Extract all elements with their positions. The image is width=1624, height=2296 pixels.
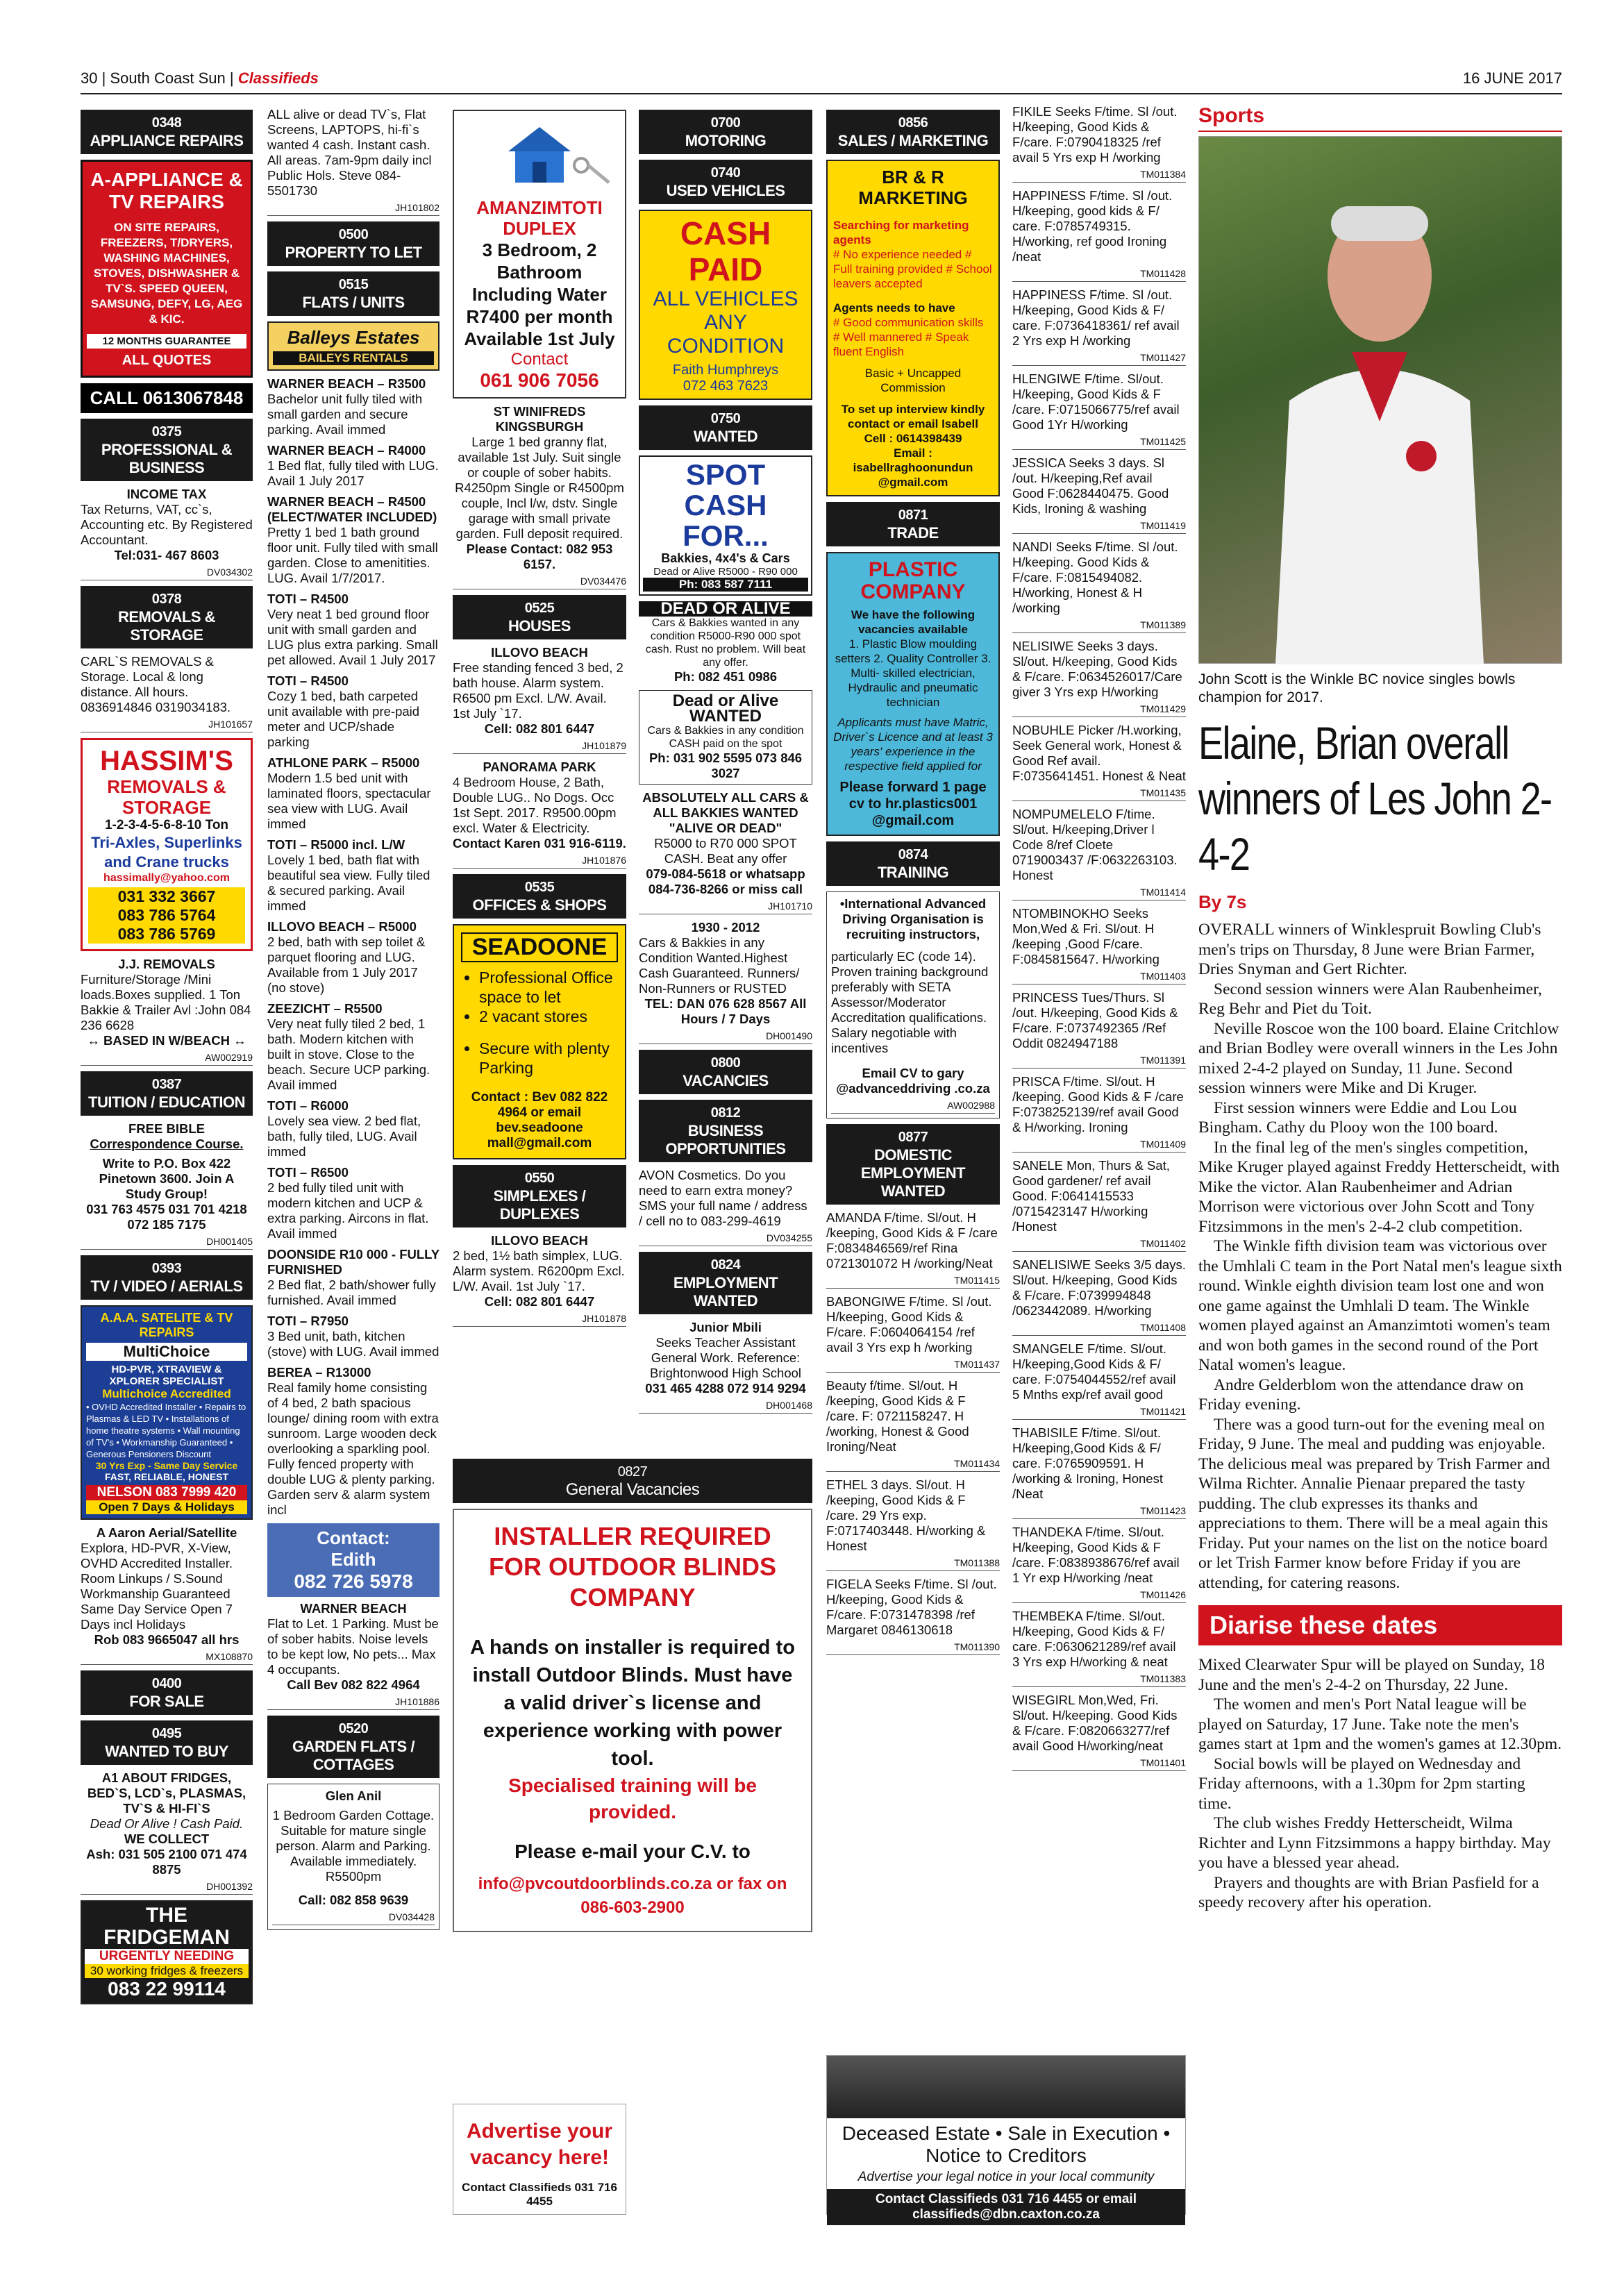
domestic-listing bbox=[1012, 455, 1186, 534]
article-paragraph: There was a good turn-out for the evening meal on Friday, 9 June. The meal and pudding was enjoyable. The delicious meal was prepared by Trish Farmer and Wilma Richter. Annalie Pienaar prepared the tasty pudding. The club expresses its thanks and appreciations to them. There will be a meal again this Friday. Put your names on the list on the notice board or let Trish Farmer know before Friday if you are attending, for catering reasons. bbox=[1198, 1415, 1550, 1592]
article-paragraph: Andre Gelderblom won the attendance draw on Friday evening. bbox=[1198, 1375, 1524, 1414]
listing-warner-beach-flat: WARNER BEACH Flat to Let. 1 Parking. Must be of sober habits. Noise levels to be kept low, No pets... Max 4 occupants. Call Bev 082 822 4964 JH101886 bbox=[267, 1601, 440, 1710]
domestic-listing-ref: TM011421 bbox=[1012, 1404, 1186, 1420]
domestic-listing bbox=[1012, 104, 1186, 183]
john-scott-photo bbox=[1198, 136, 1562, 664]
domestic-listing-body: HAPPINESS F/time. Sl /out. H/keeping, Good Kids & F/ care. F:0736418361/ ref avail 2 Yrs exp H /working bbox=[1012, 287, 1180, 348]
listing-illovo-beach-house: ILLOVO BEACH Free standing fenced 3 bed, 2 bath house. Alarm system. R6500 pm Excl. L/W. Avail. 1st July `17. Cell: 082 801 6447 JH101879 bbox=[453, 645, 626, 754]
property-listing bbox=[267, 1001, 440, 1093]
domestic-listing-body: NOBUHLE Picker /H.working, Seek General work, Honest & Good Ref avail. F:0735641451. Honest & Neat bbox=[1012, 723, 1186, 783]
bowler-figure bbox=[1275, 192, 1484, 664]
domestic-listing bbox=[1012, 1257, 1186, 1336]
diarise-dates-banner: Diarise these dates bbox=[1198, 1605, 1562, 1645]
property-listing-body: 2 Bed flat, 2 bath/shower fully furnished. Avail immed bbox=[267, 1277, 436, 1307]
domestic-listing bbox=[1012, 1158, 1186, 1252]
domestic-listing-ref: TM011419 bbox=[1012, 518, 1186, 534]
a-appliance-ad: A-APPLIANCE & TV REPAIRS ON SITE REPAIRS, FREEZERS, T/DRYERS, WASHING MACHINES, STOVES, DISHWASHER & TV`S. SPEED QUEEN, SAMSUNG, DEFY, LG, AEG & KIC. 12 MONTHS GUARANTEE ALL QUOTES bbox=[81, 160, 253, 378]
property-listing bbox=[267, 673, 440, 750]
domestic-listing-ref: TM011435 bbox=[1012, 785, 1186, 801]
property-listing-body: Very neat fully tiled 2 bed, 1 bath. Modern kitchen with built in stove. Close to the beach. Secure UCP parking. Avail immed bbox=[267, 1016, 430, 1092]
sports-column bbox=[1198, 104, 1562, 1913]
property-listing-title: ZEEZICHT – R5500 bbox=[267, 1001, 383, 1016]
domestic-listing bbox=[826, 1577, 1000, 1655]
section-general-vacancies: 0827 General Vacancies bbox=[453, 1459, 812, 1503]
listing-jj-removals: J.J. REMOVALS Furniture/Storage /Mini loads.Boxes supplied. 1 Ton Bakkie & Trailer Avl :John 084 236 6628 ↔ BASED IN W/BEACH ↔ AW002919 bbox=[81, 957, 253, 1066]
domestic-listing bbox=[1012, 1074, 1186, 1153]
domestic-listing-ref: TM011389 bbox=[1012, 617, 1186, 633]
domestic-listing-body: NTOMBINOKHO Seeks Mon,Wed & Fri. Sl/out. H /keeping ,Good F/care. F:0845815647. H/working bbox=[1012, 906, 1160, 966]
property-listing-body: Lovely 1 bed, bath flat with beautiful sea view. Fully tiled & secured parking. Avail immed bbox=[267, 853, 430, 913]
domestic-listing bbox=[1012, 639, 1186, 717]
domestic-listing-body: SANELISIWE Seeks 3/5 days. Sl/out. H/keeping, Good Kids & F/care. F:0739994848 /0623442089. H/working bbox=[1012, 1257, 1186, 1318]
domestic-listing-ref: TM011414 bbox=[1012, 885, 1186, 900]
property-listing-body: Pretty 1 bed 1 bath ground floor unit. Fully tiled with small garden. Close to amenitities. LUG. Avail 1/7/2017. bbox=[267, 525, 438, 585]
property-listing-title: WARNER BEACH – R3500 bbox=[267, 376, 426, 391]
domestic-listing bbox=[1012, 807, 1186, 900]
domestic-listing-body: NELISIWE Seeks 3 days. Sl/out. H/keeping, Good Kids & F/care. F:0634526017/Care giver 3 Yrs exp H/working bbox=[1012, 639, 1182, 699]
section-wanted: 0750 WANTED bbox=[639, 405, 812, 450]
section-domestic-employment: 0877 DOMESTIC EMPLOYMENT WANTED bbox=[826, 1124, 1000, 1205]
section-motoring: 0700 MOTORING bbox=[639, 110, 812, 154]
aaa-satelite-ad: A.A.A. SATELITE & TV REPAIRS MultiChoice HD-PVR, XTRAVIEW & XPLORER SPECIALIST Multichoice Accredited • OVHD Accredited Installer • Repairs to Plasmas & LED TV • Installations of home theatre systems • Wall mounting of TV's • Workmanship Guaranteed • Generous Pensioners Discount 30 Yrs Exp - Same Day Service FAST, RELIABLE, HONEST NELSON 083 7999 420 Open 7 Days & Holidays bbox=[81, 1305, 253, 1520]
brr-marketing-ad: BR & R MARKETING Searching for marketing agents # No experience needed # Full training provided # School leavers accepted Agents needs to have # Good communication skills # Well mannered # Speak fluent English Basic + Uncapped Commission To set up interview kindly contact or email Isabell Cell : 0614398439 Email : isabellraghoonundun @gmail.com bbox=[826, 160, 1000, 496]
section-trade: 0871 TRADE bbox=[826, 502, 1000, 546]
house-keys-icon bbox=[460, 117, 619, 193]
section-used-vehicles: 0740 USED VEHICLES bbox=[639, 160, 812, 204]
general-vacancies-block bbox=[453, 1453, 812, 1938]
domestic-listing-body: THABISILE F/time. Sl/out. H/keeping,Good Kids & F/ care. F:0765909591. H /working & Ironing, Honest /Neat bbox=[1012, 1425, 1163, 1501]
section-appliance-repairs: 0348 APPLIANCE REPAIRS bbox=[81, 110, 253, 154]
property-listing bbox=[267, 1247, 440, 1308]
property-listing-title: TOTI – R6000 bbox=[267, 1098, 349, 1113]
listing-aaron-aerial: A Aaron Aerial/Satellite Explora, HD-PVR, X-View, OVHD Accredited Installer. Room Linkups / S.Sound Workmanship Guaranteed Same Day Service Open 7 Days incl Holidays Rob 083 9665047 all hrs MX108870 bbox=[81, 1525, 253, 1665]
domestic-listing-body: NOMPUMELELO F/time. Sl/out. H/keeping,Driver l Code 8/ref Cloete 0719003437 /F:0632263103. Honest bbox=[1012, 807, 1178, 882]
domestic-listing bbox=[1012, 1609, 1186, 1687]
listing-junior-mbili: Junior Mbili Seeks Teacher Assistant General Work. Reference: Brightonwood High School 031 465 4288 072 914 9294 DH001468 bbox=[639, 1320, 812, 1414]
property-listing-body: Cozy 1 bed, bath carpeted unit available with pre-paid meter and UCP/shade parking bbox=[267, 689, 420, 749]
domestic-listing bbox=[1012, 1693, 1186, 1771]
article-paragraph: In the final leg of the men's singles competition, Mike Kruger played against Freddy Hetterscheidt, with Mike the victor. Alan Raubenheimer and Adrian Morrison were victorious over John Scott and Tony Fitzsimmons in the men's 2-4-2 club competition. bbox=[1198, 1138, 1560, 1236]
balleys-estates-logo: Balleys Estates BAILEYS RENTALS bbox=[267, 321, 440, 371]
property-listing-title: ATHLONE PARK – R5000 bbox=[267, 755, 420, 770]
header-divider bbox=[81, 93, 1562, 94]
section-removals-storage: 0378 REMOVALS & STORAGE bbox=[81, 586, 253, 648]
property-listing bbox=[267, 837, 440, 914]
section-offices-shops: 0535 OFFICES & SHOPS bbox=[453, 874, 626, 919]
domestic-listing bbox=[826, 1477, 1000, 1571]
domestic-listings bbox=[826, 1210, 1000, 1655]
domestic-listing bbox=[1012, 1341, 1186, 1420]
section-business-opportunities: 0812 BUSINESS OPPORTUNITIES bbox=[639, 1100, 812, 1162]
property-listing-title: WARNER BEACH – R4000 bbox=[267, 443, 426, 458]
edith-contact: Contact: Edith 082 726 5978 bbox=[267, 1523, 440, 1597]
property-listing-title: TOTI – R4500 bbox=[267, 592, 349, 606]
property-listing-title: DOONSIDE R10 000 - FULLY FURNISHED bbox=[267, 1247, 440, 1277]
seadoone-ad: SEADOONE • Professional Office space to let • 2 vacant stores • Secure with plenty Parking Contact : Bev 082 822 4964 or email bev.seadoone mall@gmail.com bbox=[453, 924, 626, 1159]
section-tuition-education: 0387 TUITION / EDUCATION bbox=[81, 1071, 253, 1116]
column-5 bbox=[826, 104, 1000, 1661]
domestic-listing-body: HLENGIWE F/time. Sl/out. H/keeping, Good Kids & F /care. F:0715066775/ref avail Good 1Yr H/working bbox=[1012, 371, 1180, 432]
domestic-listing bbox=[1012, 371, 1186, 450]
domestic-listing-ref: TM011403 bbox=[1012, 969, 1186, 984]
listing-income-tax: INCOME TAX Tax Returns, VAT, cc`s, Accounting etc. By Registered Accountant. Tel:031- 467 8603 DV034302 bbox=[81, 487, 253, 580]
domestic-listing-ref: TM011408 bbox=[1012, 1320, 1186, 1336]
article-paragraph: Neville Roscoe won the 100 board. Elaine Critchlow and Brian Bodley were overall winners in the Les John mixed 2-4-2 played on Sunday, 11 June. Second session winners were Mike and Di Kruger. bbox=[1198, 1019, 1559, 1097]
property-listing-body: Lovely sea view. 2 bed flat, bath, fully tiled, LUG. Avail immed bbox=[267, 1114, 421, 1159]
plastic-company-ad: PLASTIC COMPANY We have the following vacancies available 1. Plastic Blow moulding setters 2. Quality Controller 3. Multi- skilled electrician, Hydraulic and pneumatic technician Applicants must have Matric, Driver`s Licence and at least 3 years' experience in the respective field applied for Please forward 1 page cv to hr.plastics001 @gmail.com bbox=[826, 552, 1000, 836]
section-simplexes-duplexes: 0550 SIMPLEXES / DUPLEXES bbox=[453, 1165, 626, 1227]
domestic-listing-ref: TM011401 bbox=[1012, 1755, 1186, 1771]
property-listing-body: Real family home consisting of 4 bed, 2 bath spacious lounge/ dining room with extra sunroom. Large wooden deck overlooking a sparkling pool. Fully fenced property with double LUG & plenty parking. Garden serv & alarm system incl bbox=[267, 1380, 439, 1517]
domestic-listing-body: JESSICA Seeks 3 days. Sl /out. H/keeping,Ref avail Good F:0628440475. Good Kids, Ironing & washing bbox=[1012, 455, 1169, 516]
domestic-listing-body: WISEGIRL Mon,Wed, Fri. Sl/out. H/keeping. Good Kids & F/care. F:0820663277/ref avail Good H/working/neat bbox=[1012, 1693, 1178, 1753]
property-listing bbox=[267, 919, 440, 996]
dates-paragraph: Mixed Clearwater Spur will be played on Sunday, 18 June and the men's 2-4-2 on Thursday, 22 June. bbox=[1198, 1656, 1546, 1694]
amanzimtoti-duplex-ad: AMANZIMTOTI DUPLEX 3 Bedroom, 2 Bathroom Including Water R7400 per month Available 1st July Contact 061 906 7056 bbox=[453, 110, 626, 399]
property-listing-body: Bachelor unit fully tiled with small garden and secure parking. Avail immed bbox=[267, 392, 423, 437]
page-section-label: 30 | South Coast Sun | Classifieds bbox=[81, 69, 319, 87]
domestic-listing-body: SMANGELE F/time. Sl/out. H/keeping,Good Kids & F/ care. F:0754044552/ref avail 5 Mnths exp/ref avail good bbox=[1012, 1341, 1176, 1402]
section-houses: 0525 HOUSES bbox=[453, 595, 626, 639]
section-training: 0874 TRAINING bbox=[826, 841, 1000, 886]
domestic-listing bbox=[1012, 1425, 1186, 1519]
property-listing-title: ILLOVO BEACH – R5000 bbox=[267, 919, 417, 934]
dead-or-alive-wanted-ad: Dead or Alive WANTED Cars & Bakkies in any condition CASH paid on the spot Ph: 031 902 5595 073 846 3027 bbox=[639, 690, 812, 785]
section-tv-video-aerials: 0393 TV / VIDEO / AERIALS bbox=[81, 1255, 253, 1300]
domestic-listing-ref: TM011434 bbox=[826, 1456, 1000, 1472]
domestic-listing-body: FIKILE Seeks F/time. Sl /out. H/keeping, Good Kids & F/care. F:0790418325 /ref avail 5 Yrs exp H /working bbox=[1012, 104, 1178, 165]
listing-panorama-park: PANORAMA PARK 4 Bedroom House, 2 Bath, Double LUG.. No Dogs. Occ 1st Sept. 2017. R9500.00pm excl. Water & Electricity. Contact Karen 031 916-6119. JH101876 bbox=[453, 760, 626, 869]
domestic-listing-body: AMANDA F/time. Sl/out. H /keeping, Good Kids & F /care F:0834846569/ref Rina 0721301072 H /working/Neat bbox=[826, 1210, 998, 1271]
property-listing-title: BEREA – R13000 bbox=[267, 1365, 371, 1380]
domestic-listing-body: NANDI Seeks F/time. Sl /out. H/keeping. Good Kids & F/care. F:0815494082. H/working, Honest & H /working bbox=[1012, 539, 1178, 615]
domestic-listing-ref: TM011423 bbox=[1012, 1503, 1186, 1519]
property-listing bbox=[267, 755, 440, 832]
property-listing-body: 2 bed, bath with sep toilet & parquet flooring and LUG. Available from 1 July 2017 (no stove) bbox=[267, 935, 426, 995]
section-vacancies: 0800 VACANCIES bbox=[639, 1050, 812, 1094]
listing-alive-or-dead-tvs: ALL alive or dead TV`s, Flat Screens, LAPTOPS, hi-fi`s wanted 4 cash. Instant cash. All areas. 7am-9pm daily incl Public Hols. Steve 084- 5501730 JH101802 bbox=[267, 107, 440, 216]
gavel-icon bbox=[827, 2056, 1185, 2118]
domestic-listing-ref: TM011427 bbox=[1012, 350, 1186, 366]
column-4 bbox=[639, 104, 812, 1419]
domestic-listing bbox=[1012, 1525, 1186, 1603]
column-2 bbox=[267, 104, 440, 1936]
article-byline: By 7s bbox=[1198, 891, 1247, 912]
property-listing-body: 1 Bed flat, fully tiled with LUG. Avail 1 July 2017 bbox=[267, 458, 439, 488]
section-wanted-to-buy: 0495 WANTED TO BUY bbox=[81, 1720, 253, 1765]
property-listing bbox=[267, 443, 440, 489]
property-listing-body: Modern 1.5 bed unit with laminated floors, spectacular sea view with LUG. Avail immed bbox=[267, 771, 431, 831]
article-paragraph: First session winners were Eddie and Lou Lou Bingham. Cathy du Plooy won the 100 board. bbox=[1198, 1098, 1517, 1137]
installer-outdoor-blinds-ad: INSTALLER REQUIRED FOR OUTDOOR BLINDS COMPANY A hands on installer is required to install Outdoor Blinds. Must have a valid driver`s license and experience working with power tool. Specialised training will be provided. Please e-mail your C.V. to info@pvcoutdoorblinds.co.za or fax on 086-603-2900 bbox=[453, 1509, 812, 1932]
domestic-listing-ref: TM011428 bbox=[1012, 266, 1186, 282]
property-listing-body: 3 Bed unit, bath, kitchen (stove) with LUG. Avail immed bbox=[267, 1329, 440, 1359]
domestic-listing-body: THEMBEKA F/time. Sl/out. H/keeping, Good Kids & F/ care. F:0630621289/ref avail 3 Yrs exp H/working & neat bbox=[1012, 1609, 1176, 1669]
listing-st-winifreds: ST WINIFREDS KINGSBURGH Large 1 bed granny flat, available 1st July. Suit single or couple of sober habits. R4250pm Single or R4500pm couple, Incl l/w, dstv. Single garage with small private garden. Full deposit required. Please Contact: 082 953 6157. DV034476 bbox=[453, 404, 626, 589]
balleys-listings bbox=[267, 376, 440, 1518]
section-employment-wanted: 0824 EMPLOYMENT WANTED bbox=[639, 1252, 812, 1314]
section-sales-marketing: 0856 SALES / MARKETING bbox=[826, 110, 1000, 154]
domestic-listing-body: FIGELA Seeks F/time. Sl /out. H/keeping, Good Kids & F/care. F:0731478398 /ref Margaret 0846130618 bbox=[826, 1577, 997, 1637]
domestic-listing-body: SANELE Mon, Thurs & Sat, Good gardener/ ref avail Good. F:0641415533 /0715423147 H/working /Honest bbox=[1012, 1158, 1170, 1234]
domestic-listing-body: PRINCESS Tues/Thurs. Sl /out. H/keeping, Good Kids & F/care. F:0737492365 /Ref Oddit 0824947188 bbox=[1012, 990, 1178, 1050]
deceased-estate-ad: Deceased Estate • Sale in Execution • Notice to Creditors Advertise your legal notice in your local community Contact Classifieds 031 716 4455 or email classifieds@dbn.caxton.co.za bbox=[826, 2055, 1186, 2215]
domestic-listing-ref: TM011390 bbox=[826, 1639, 1000, 1655]
domestic-listing-ref: TM011429 bbox=[1012, 701, 1186, 717]
domestic-listing-body: HAPPINESS F/time. Sl /out. H/keeping, good kids & F/ care. F:0785749315. H/working, ref good Ironing /neat bbox=[1012, 188, 1173, 264]
article-paragraph: Second session winners were Alan Raubenheimer, Reg Behr and Piet du Toit. bbox=[1198, 980, 1542, 1018]
section-professional-business: 0375 PROFESSIONAL & BUSINESS bbox=[81, 419, 253, 481]
page-header bbox=[81, 69, 1562, 93]
domestic-listing bbox=[826, 1210, 1000, 1289]
dead-or-alive-ad: DEAD OR ALIVE Cars & Bakkies wanted in any condition R5000-R90 000 spot cash. Rust no problem. Will beat any offer. Ph: 082 451 0986 bbox=[639, 601, 812, 685]
domestic-listing-body: Beauty f/time. Sl/out. H /keeping, Good Kids & F /care. F: 0721158247. H /working, Honest & Good Ironing/Neat bbox=[826, 1378, 969, 1454]
domestic-listing-ref: TM011383 bbox=[1012, 1671, 1186, 1687]
a-appliance-call: CALL 0613067848 bbox=[81, 383, 253, 413]
property-listing-title: WARNER BEACH – R4500 (ELECT/WATER INCLUDED) bbox=[267, 494, 437, 524]
listing-avon: AVON Cosmetics. Do you need to earn extra money? SMS your full name / address / cell no to 083-299-4619 DV034255 bbox=[639, 1168, 812, 1246]
property-listing-body: 2 bed fully tiled unit with modern kitchen and UCP & extra parking. Aircons in flat. Avail immed bbox=[267, 1180, 429, 1241]
property-listing-title: TOTI – R7950 bbox=[267, 1314, 349, 1328]
fridgeman-ad: THE FRIDGEMAN URGENTLY NEEDING 30 working fridges & freezers 083 22 99114 bbox=[81, 1900, 253, 2004]
listing-illovo-beach-simplex: ILLOVO BEACH 2 bed, 1½ bath simplex, LUG. Alarm system. R6200pm Excl. L/W. Avail. 1st July `17. Cell: 082 801 6447 JH101878 bbox=[453, 1233, 626, 1327]
hassims-ad: HASSIM'S REMOVALS & STORAGE 1-2-3-4-5-6-8-10 Ton Tri-Axles, Superlinks and Crane trucks hassimally@yahoo.com 031 332 3667 083 786 5764 083 786 5769 bbox=[81, 738, 253, 951]
property-listing bbox=[267, 1098, 440, 1159]
cash-paid-ad: CASH PAID ALL VEHICLES ANY CONDITION Faith Humphreys 072 463 7623 bbox=[639, 210, 812, 400]
article-paragraph: The Winkle fifth division team was victorious over the Umhlali C team in the Port Natal men's league sixth round. Winkle eighth division team lost one and won one game against the Umhlali D team. The Winkle women played against an Amanzimtoti women's team and won both games in the second round of the Port Natal women's league. bbox=[1198, 1237, 1562, 1374]
sports-label: Sports bbox=[1198, 104, 1562, 132]
property-listing-body: Very neat 1 bed ground floor unit with small garden and LUG plus extra parking. Small pet allowed. Avail 1 July 2017 bbox=[267, 607, 438, 667]
section-for-sale: 0400 FOR SALE bbox=[81, 1670, 253, 1715]
dates-paragraph: The club wishes Freddy Hetterscheidt, Wilma Richter and Lynn Fitzsimmons a happy birthday. May you have a blessed year ahead. bbox=[1198, 1814, 1551, 1872]
listing-absolutely-all-cars: ABSOLUTELY ALL CARS & ALL BAKKIES WANTED "ALIVE OR DEAD" R5000 to R70 000 SPOT CASH. Beat any offer 079-084-5618 or whatsapp 084-736-8266 or miss call JH101710 bbox=[639, 790, 812, 914]
domestic-listing-body: PRISCA F/time. Sl/out. H /keeping. Good Kids & F /care F:0738252139/ref avail Good & H/working. Ironing bbox=[1012, 1074, 1184, 1134]
domestic-listing bbox=[826, 1294, 1000, 1373]
section-property-to-let: 0500 PROPERTY TO LET bbox=[267, 221, 440, 266]
domestic-listing bbox=[1012, 723, 1186, 801]
spot-cash-ad: SPOT CASH FOR... Bakkies, 4x4's & Cars Dead or Alive R5000 - R90 000 Ph: 083 587 7111 bbox=[639, 455, 812, 596]
listing-advanced-driving: •International Advanced Driving Organisation is recruiting instructors, particularly EC (code 14). Proven training background preferably with SETA Assessor/Moderator Accreditation qualifications. Salary negotiable with incentives Email CV to gary @advanceddriving .co.za AW002988 bbox=[826, 891, 1000, 1118]
domestic-listing-ref: TM011384 bbox=[1012, 167, 1186, 183]
domestic-listing-ref: TM011409 bbox=[1012, 1137, 1186, 1153]
domestic-listing-ref: TM011391 bbox=[1012, 1053, 1186, 1069]
domestic-listing-body: BABONGIWE F/time. Sl /out. H/keeping, Good Kids & F/care. F:0604064154 /ref avail 3 Yrs exp h /working bbox=[826, 1294, 992, 1355]
photo-caption: John Scott is the Winkle BC novice singles bowls champion for 2017. bbox=[1198, 671, 1516, 705]
advertise-vacancy-ad: Advertise your vacancy here! Contact Classifieds 031 716 4455 bbox=[453, 2104, 626, 2215]
dates-paragraph: Social bowls will be played on Wednesday and Friday afternoons, with a 1.30pm for 2pm starting time. bbox=[1198, 1754, 1525, 1813]
domestic-listing bbox=[1012, 287, 1186, 366]
domestic-listing-ref: TM011426 bbox=[1012, 1587, 1186, 1603]
article-body bbox=[1198, 920, 1562, 1593]
listing-free-bible: FREE BIBLE Correspondence Course. Write to P.O. Box 422 Pinetown 3600. Join A Study Group! 031 763 4575 031 701 4218 072 185 7175 DH001405 bbox=[81, 1121, 253, 1250]
property-listing bbox=[267, 1365, 440, 1518]
property-listing bbox=[267, 494, 440, 586]
domestic-listing-ref: TM011402 bbox=[1012, 1236, 1186, 1252]
property-listing bbox=[267, 1314, 440, 1359]
article-paragraph: OVERALL winners of Winklespruit Bowling Club's men's trips on Thursday, 8 June were Brian Farmer, Dries Snyman and Gert Richter. bbox=[1198, 921, 1541, 978]
domestic-listing-body: THANDEKA F/time. Sl/out. H/keeping, Good Kids & F /care. F:0838938676/ref avail 1 Yr exp H/working /neat bbox=[1012, 1525, 1180, 1585]
dates-paragraph: Prayers and thoughts are with Brian Pasfield for a speedy recovery after his operation. bbox=[1198, 1873, 1539, 1911]
issue-date: 16 JUNE 2017 bbox=[1462, 69, 1562, 87]
domestic-listing bbox=[1012, 539, 1186, 633]
domestic-listing bbox=[1012, 188, 1186, 282]
dates-article-body bbox=[1198, 1655, 1562, 1913]
dates-paragraph: The women and men's Port Natal league will be played on Saturday, 17 June. Take note the men's games start at 1pm and the women's games at 12.30pm. bbox=[1198, 1695, 1562, 1753]
domestic-listing bbox=[1012, 906, 1186, 984]
property-listing bbox=[267, 1165, 440, 1241]
listing-a1-fridges: A1 ABOUT FRIDGES, BED`S, LCD`s, PLASMAS, TV`S & HI-FI`S Dead Or Alive ! Cash Paid. WE COLLECT Ash: 031 505 2100 071 474 8875 DH001392 bbox=[81, 1770, 253, 1895]
classifieds-tag: Classifieds bbox=[237, 69, 319, 87]
domestic-listing-ref: TM011388 bbox=[826, 1555, 1000, 1571]
property-listing bbox=[267, 376, 440, 437]
domestic-listing-ref: TM011437 bbox=[826, 1357, 1000, 1373]
domestic-listing bbox=[1012, 990, 1186, 1069]
property-listing-title: TOTI – R4500 bbox=[267, 673, 349, 688]
section-garden-flats: 0520 GARDEN FLATS / COTTAGES bbox=[267, 1716, 440, 1778]
listing-1930-2012: 1930 - 2012 Cars & Bakkies in any Condition Wanted.Highest Cash Guaranteed. Runners/ Non-Runners or RUSTED TEL: DAN 076 628 8567 All Hours / 7 Days DH001490 bbox=[639, 920, 812, 1044]
column-3 bbox=[453, 104, 626, 1332]
domestic-listing-ref: TM011425 bbox=[1012, 434, 1186, 450]
column-6 bbox=[1012, 104, 1186, 1777]
article-headline: Elaine, Brian overall winners of Les John 2-4-2 bbox=[1198, 717, 1552, 880]
listing-carls-removals: CARL`S REMOVALS & Storage. Local & long distance. All hours. 0836914846 0319034183. JH101657 bbox=[81, 654, 253, 732]
section-flats-units: 0515 FLATS / UNITS bbox=[267, 271, 440, 316]
domestic-listing bbox=[826, 1378, 1000, 1472]
domestic-listing-body: ETHEL 3 days. Sl/out. H /keeping, Good Kids & F /care. 29 Yrs exp. F:0717403448. H/working & Honest bbox=[826, 1477, 986, 1553]
column-1 bbox=[81, 104, 253, 2010]
listing-glen-anil: Glen Anil 1 Bedroom Garden Cottage. Suitable for mature single person. Alarm and Parking. Available immediately. R5500pm Call: 082 858 9639 DV034428 bbox=[267, 1784, 440, 1930]
property-listing-title: TOTI – R6500 bbox=[267, 1165, 349, 1180]
domestic-listing-ref: TM011415 bbox=[826, 1273, 1000, 1289]
property-listing bbox=[267, 592, 440, 668]
property-listing-title: TOTI – R5000 incl. L/W bbox=[267, 837, 405, 852]
